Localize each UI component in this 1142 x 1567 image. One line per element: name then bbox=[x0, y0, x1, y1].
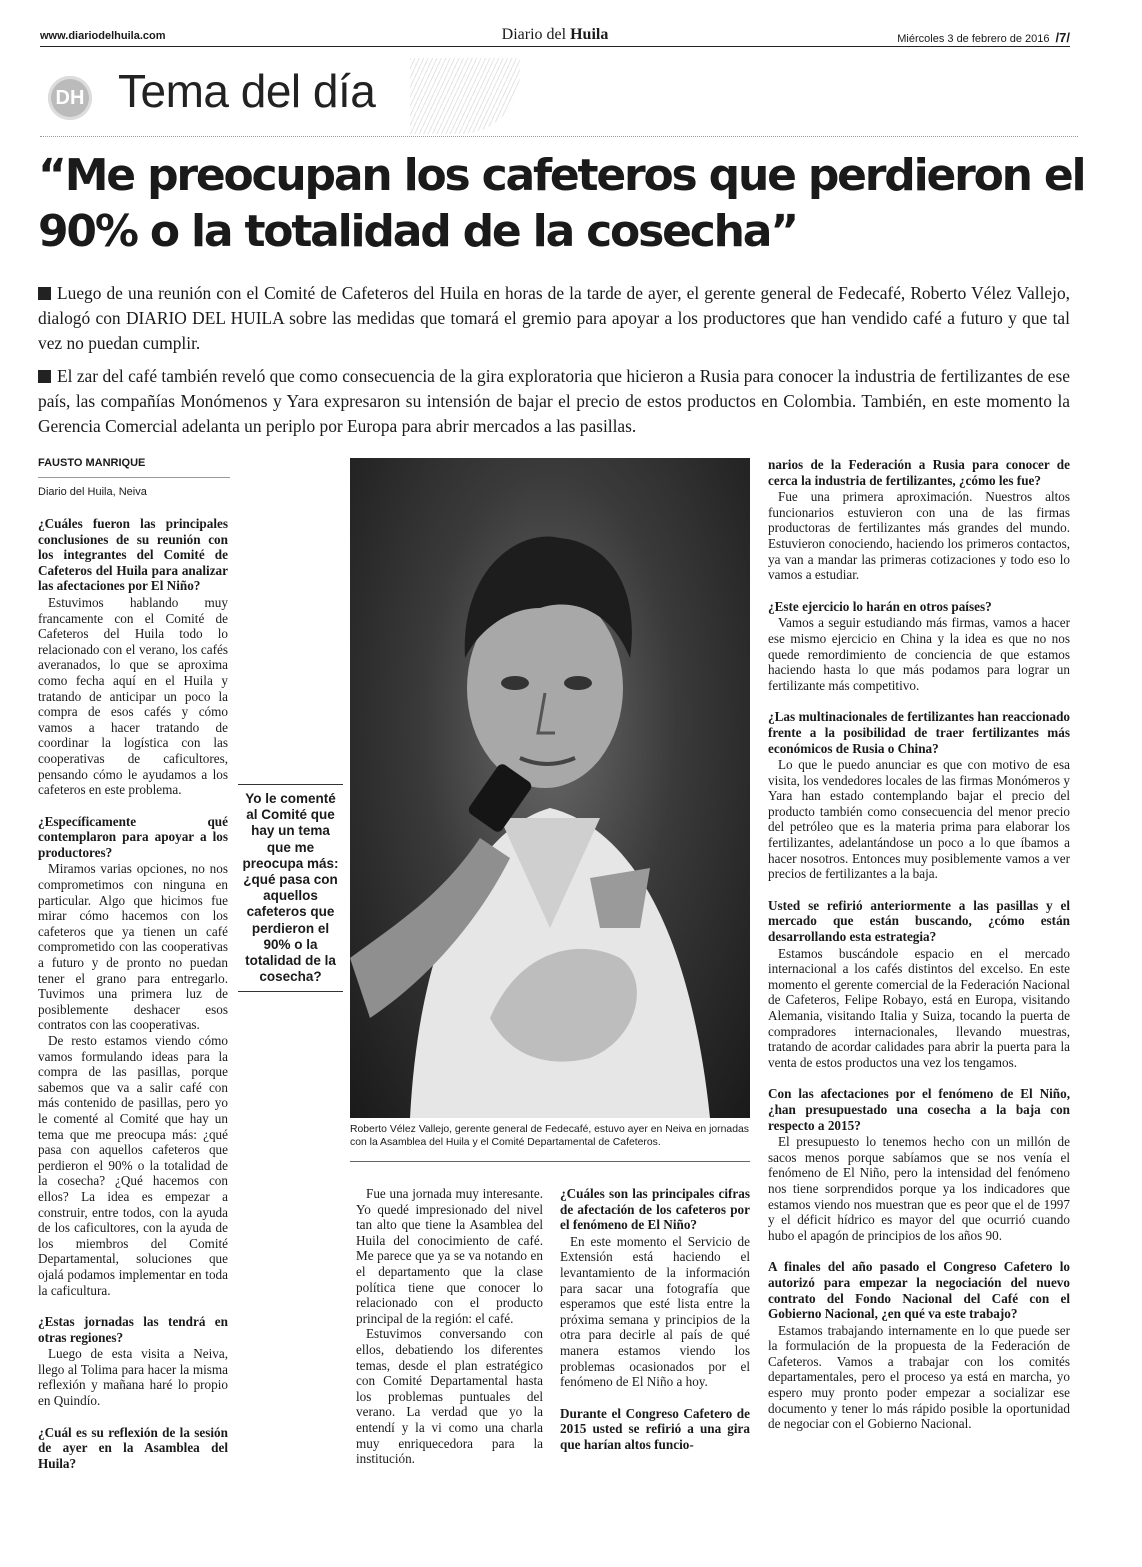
interview-answer: Fue una primera aproximación. Nuestros altos funcionarios estuvieron con una de las firmas productoras de fertilizantes más grandes del mundo. Estuvieron conociendo, haciendo los primeros contactos, ya van a mandar las primeras cotizaciones y todo eso lo vamos a estudiar. bbox=[768, 489, 1070, 583]
lead-paragraph-1: Luego de una reunión con el Comité de Cafeteros del Huila en horas de la tarde de ayer, el gerente general de Fedecafé, Roberto Vélez Vallejo, dialogó con DIARIO DEL HUILA sobre las medidas que tomará el gremio para apoyar a los productores que han vendido café a futuro y que tal vez no puedan cumplir. bbox=[38, 283, 1070, 353]
article-photo bbox=[350, 458, 750, 1118]
interview-question: ¿Cuál es su reflexión de la sesión de ayer en la Asamblea del Huila? bbox=[38, 1424, 228, 1471]
bullet-square-icon bbox=[38, 287, 51, 300]
site-url[interactable]: www.diariodelhuila.com bbox=[40, 30, 166, 42]
interview-question: ¿Cuáles fueron las principales conclusiones de su reunión con los integrantes del Comité de Cafeteros del Huila para analizar las afectaciones por El Niño? bbox=[38, 516, 228, 594]
page-header bbox=[40, 26, 1070, 47]
interview-answer: Estuvimos hablando muy francamente con el Comité de Cafeteros del Huila todo lo relacionado con el verano, los cafés averanados, lo que se aproxima como fecha aquí en el Huila y tratando de anticipar un poco la compra de esos cafés y cómo vamos a hacer tratando de coordinar la logística con las cooperativas de caficultores, pensando cómo le ayudamos a los cafeteros en este problema. bbox=[38, 594, 228, 798]
section-title: Tema del día bbox=[118, 65, 376, 117]
issue-date: Miércoles 3 de febrero de 2016 /7/ bbox=[897, 30, 1070, 45]
newspaper-name: Diario del Huila bbox=[501, 26, 609, 43]
interview-question: Usted se refirió anteriormente a las pasillas y el mercado que están buscando, ¿cómo están desarrollando esta estrategia? bbox=[768, 897, 1070, 945]
interview-answer: Miramos varias opciones, no nos comprometimos con ninguna en particular. Algo que hicimos fue mirar cómo hacemos con los cafeteros que ya tienen un café comprometido con las cooperativas a futuro y de pronto no puedan tener el grano para entregarlo. Tuvimos una primera luz de posiblemente deshacer esos contratos con las cooperativas. bbox=[38, 861, 228, 1033]
interview-answer: El presupuesto lo tenemos hecho con un millón de sacos menos porque sabíamos que se nos venía el fenómeno de El Niño, pero la intensidad del fenómeno nos tiene sorprendidos porque ya los indicadores que estamos viendo nos muestran que es peor que el de 1997 y el déficit hídrico es mayor del que ocurrió cuando hubo el apagón de principios de los años 90. bbox=[768, 1134, 1070, 1243]
article-column-3 bbox=[560, 1186, 750, 1453]
interview-question: ¿Estas jornadas las tendrá en otras regiones? bbox=[38, 1314, 228, 1345]
author-name: FAUSTO MANRIQUE bbox=[38, 457, 230, 478]
interview-answer: Fue una jornada muy interesante. Yo quedé impresionado del nivel tan alto que tiene la Asamblea del Huila del conocimiento de café. Me parece que ya se va notando en el departamento que la clase política tiene que conocer lo relacionado con el producto principal de la región: el café. bbox=[356, 1186, 543, 1326]
section-banner bbox=[40, 58, 1078, 137]
lead-paragraph-2: El zar del café también reveló que como consecuencia de la gira exploratoria que hicieron a Rusia para conocer la industria de fertilizantes de ese país, las compañías Monómenos y Yara expresaron su intensión de bajar el precio de estos productos en Colombia. También, en este momento la Gerencia Comercial adelanta un periplo por Europa para abrir mercados a las pasillas. bbox=[38, 366, 1070, 436]
interview-question: A finales del año pasado el Congreso Cafetero lo autorizó para empezar la negociación del nuevo contrato del Fondo Nacional del Café con el Gobierno Nacional, ¿en qué va este trabajo? bbox=[768, 1259, 1070, 1322]
pull-quote: Yo le comenté al Comité que hay un tema que me preocupa más: ¿qué pasa con aquellos cafeteros que perdieron el 90% o la totalidad de la cosecha? bbox=[238, 784, 343, 992]
interview-answer: Estamos buscándole espacio en el mercado internacional a los cafés distintos del excelso. En este momento el gerente comercial de la Federación Nacional de Cafeteros, Felipe Robayo, está en Europa, visitando Alemania, visitando Italia y Suiza, tocando la puerta de compradores internacionales, llevando muestras, tratando de acordar calidades para abrir la puerta para la venta de estos productos una vez los tengamos. bbox=[768, 945, 1070, 1070]
interview-question: ¿Específicamente qué contemplaron para apoyar a los productores? bbox=[38, 813, 228, 860]
interview-answer: Estuvimos conversando con ellos, debatiendo los diferentes temas, desde el plan estratégico con Comité Departamental hasta los problemas puntuales del verano. La verdad que yo la entendí y la vi como una charla muy enriquecedora para la institución. bbox=[356, 1326, 543, 1467]
interview-question: narios de la Federación a Rusia para conocer de cerca la industria de fertilizantes, ¿cómo les fue? bbox=[768, 457, 1070, 488]
article-headline: “Me preocupan los cafeteros que perdieron el 90% o la totalidad de la cosecha” bbox=[38, 150, 1085, 257]
decorative-swoosh bbox=[410, 58, 520, 134]
interview-answer: Estamos trabajando internamente en lo que puede ser la formulación de la propuesta de la Federación de Cafeteros. Vamos a trabajar con los comités departamentales, pero el proceso ya está en marcha, yo espero muy pronto poder empezar a socializar ese documento y tener lo más rápido posible la oportunidad de negociar con el Gobierno Nacional. bbox=[768, 1322, 1070, 1432]
interview-question: ¿Las multinacionales de fertilizantes han reaccionado frente a la posibilidad de traer fertilizantes más económicos de Rusia o China? bbox=[768, 709, 1070, 756]
interview-answer: De resto estamos viendo cómo vamos formulando ideas para la compra de las pasillas, porque sabemos que va a salir café con más contenido de pasillas, pero yo le comenté al Comité que hay un tema que me preocupa más: ¿qué pasa con aquellos cafeteros que perdieron el 90% o la totalidad de la cosecha? ¿Qué hacemos con ellos? La idea es empezar a construir, entre todos, con la ayuda de los caficultores, con la ayuda de los miembros del Comité Departamental, soluciones que ojalá podamos implementar en toda la caficultura. bbox=[38, 1033, 228, 1298]
page-number: /7/ bbox=[1055, 30, 1070, 45]
dateline: Diario del Huila, Neiva bbox=[38, 486, 147, 498]
byline bbox=[38, 457, 230, 498]
interview-answer: En este momento el Servicio de Extensión está haciendo el levantamiento de la información para sacar una fotografía que esperamos que esté lista entre la próxima semana y principios de la otra para decirle al país de qué manera estamos viendo los problemas ocasionados por el fenómeno de El Niño a hoy. bbox=[560, 1233, 750, 1390]
portrait-illustration bbox=[350, 458, 750, 1118]
interview-question: Durante el Congreso Cafetero de 2015 usted se refirió a una gira que harían altos funcio- bbox=[560, 1405, 750, 1452]
bullet-square-icon bbox=[38, 370, 51, 383]
interview-answer: Luego de esta visita a Neiva, llego al Tolima para hacer la misma reflexión y mañana haré lo propio en Quindío. bbox=[38, 1346, 228, 1409]
interview-answer: Vamos a seguir estudiando más firmas, vamos a hacer ese mismo ejercicio en China y la idea es que no nos quede remordimiento de conciencia de que estamos haciendo hasta lo que más podamos para lograr un fertilizante más competitivo. bbox=[768, 615, 1070, 693]
dh-logo-icon: DH bbox=[48, 76, 92, 120]
article-column-2 bbox=[356, 1186, 543, 1467]
interview-question: ¿Cuáles son las principales cifras de afectación de los cafeteros por el fenómeno de El Niño? bbox=[560, 1186, 750, 1233]
article-column-1 bbox=[38, 516, 228, 1471]
interview-question: Con las afectaciones por el fenómeno de El Niño, ¿han presupuestado una cosecha a la baja con respecto a 2015? bbox=[768, 1086, 1070, 1133]
interview-answer: Lo que le puedo anunciar es que con motivo de esa visita, los vendedores locales de las firmas Monómeros y Yara han estado contemplando bajar el precio del producto también como consecuencia del menor precio del petróleo que es la materia prima para elaborar los fertilizantes, adelantándose un poco a lo que íbamos a hacer nosotros. Entonces muy posiblemente vamos a ver precios de fertilizantes a la baja. bbox=[768, 757, 1070, 882]
photo-caption: Roberto Vélez Vallejo, gerente general de Fedecafé, estuvo ayer en Neiva en jornadas con la Asamblea del Huila y el Comité Departamental de Cafeteros. bbox=[350, 1123, 750, 1162]
interview-question: ¿Este ejercicio lo harán en otros países? bbox=[768, 598, 992, 614]
article-column-4 bbox=[768, 457, 1070, 1432]
